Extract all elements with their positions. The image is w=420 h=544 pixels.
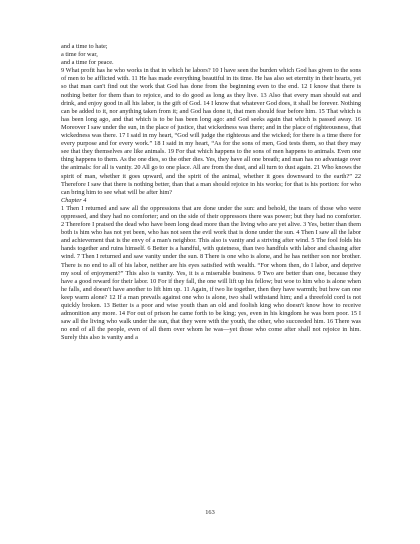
chapter-heading: Chapter 4: [61, 196, 87, 204]
paragraph: 1 Then I returned and saw all the oppressions that are done under the sun: and behold, the tears of those who were oppressed, and they had no comforter; and on the side of their oppressors there was power; but they had no comforter. 2 Therefore I praised the dead who have been long dead more than the living who are yet alive. 3 Yes, better than them both is him who has not yet been, who has not seen the evil work that is done under the sun. 4 Then I saw all the labor and achievement that is the envy of a man's neighbor. This also is vanity and a striving after wind. 5 The fool folds his hands together and ruins himself. 6 Better is a handful, with quietness, than two handfuls with labor and chasing after wind. 7 Then I returned and saw vanity under the sun. 8 There is one who is alone, and he has neither son nor brother. There is no end to all of his labor, neither are his eyes satisfied with wealth. “For whom then, do I labor, and deprive my soul of enjoyment?” This also is vanity. Yes, it is a miserable business. 9 Two are better than one, because they have a good reward for their labor. 10 For if they fall, the one will lift up his fellow; but woe to him who is alone when he falls, and doesn't have another to lift him up. 11 Again, if two lie together, then they have warmth; but how can one keep warm alone? 12 If a man prevails against one who is alone, two shall withstand him; and a threefold cord is not quickly broken. 13 Better is a poor and wise youth than an old and foolish king who doesn't know how to receive admonition any more. 14 For out of prison he came forth to be king; yes, even in his kingdom he was born poor. 15 I saw all the living who walk under the sun, that they were with the youth, the other, who succeeded him. 16 There was no end of all the people, even of all them over whom he was—yet those who come after shall not rejoice in him. Surely this also is vanity and a: [61, 204, 361, 342]
verse-line: and a time for peace.: [61, 59, 114, 67]
body-text: [61, 43, 361, 342]
verse-line: and a time to hate;: [61, 43, 108, 50]
paragraph: 9 What profit has he who works in that in which he labors? 10 I have seen the burden which God has given to the sons of men to be afflicted with. 11 He has made everything beautiful in its time. He has also set eternity in their hearts, yet so that man can't find out the work that God has done from the beginning even to the end. 12 I know that there is nothing better for them than to rejoice, and to do good as long as they live. 13 Also that every man should eat and drink, and enjoy good in all his labor, is the gift of God. 14 I know that whatever God does, it shall be forever. Nothing can be added to it, nor anything taken from it; and God has done it, that men should fear before him. 15 That which is has been long ago, and that which is to be has been long ago: and God seeks again that which is passed away. 16 Moreover I saw under the sun, in the place of justice, that wickedness was there; and in the place of righteousness, that wickedness was there. 17 I said in my heart, “God will judge the righteous and the wicked; for there is a time there for every purpose and for every work.” 18 I said in my heart, “As for the sons of men, God tests them, so that they may see that they themselves are like animals. 19 For that which happens to the sons of men happens to animals. Even one thing happens to them. As the one dies, so the other dies. Yes, they have all one breath; and man has no advantage over the animals: for all is vanity. 20 All go to one place. All are from the dust, and all turn to dust again. 21 Who knows the spirit of man, whether it goes upward, and the spirit of the animal, whether it goes downward to the earth?” 22 Therefore I saw that there is nothing better, than that a man should rejoice in his works; for that is his portion: for who can bring him to see what will be after him?: [61, 67, 361, 196]
page-number: 163: [205, 509, 215, 516]
verse-line: a time for war,: [61, 51, 98, 59]
